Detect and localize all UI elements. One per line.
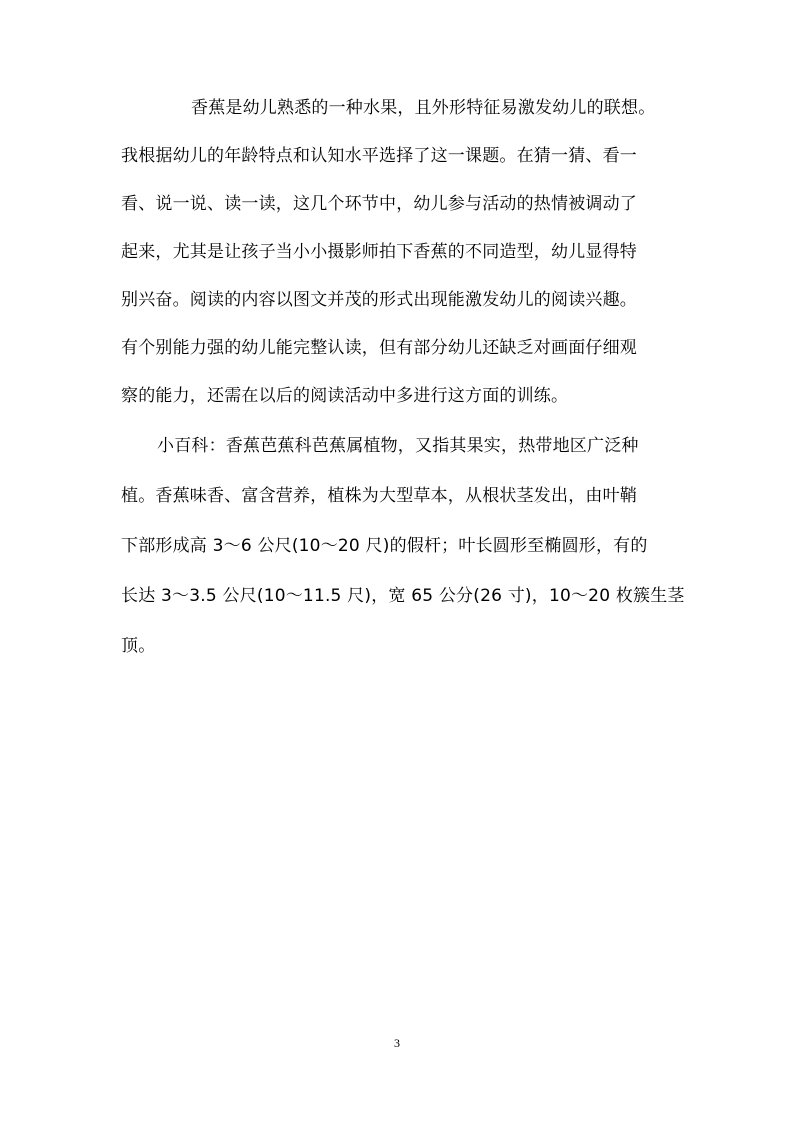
paragraph-1-line-6: 有个别能力强的幼儿能完整认读，但有部分幼儿还缺乏对画面仔细观 — [121, 338, 637, 358]
paragraph-2-line-3: 下部形成高 3～6 公尺(10～20 尺)的假杆；叶长圆形至椭圆形，有的 — [121, 536, 648, 556]
paragraph-2-line-2: 植。香蕉味香、富含营养，植株为大型草本，从根状茎发出，由叶鞘 — [121, 486, 637, 506]
paragraph-2-line-4: 长达 3～3.5 公尺(10～11.5 尺)，宽 65 公分(26 寸)，10～20 枚簇生茎 — [121, 586, 685, 606]
paragraph-1-line-4: 起来，尤其是让孩子当小小摄影师拍下香蕉的不同造型，幼儿显得特 — [121, 242, 637, 262]
paragraph-1-line-1: 香蕉是幼儿熟悉的一种水果，且外形特征易激发幼儿的联想。 — [191, 98, 656, 118]
page-number: 3 — [394, 1036, 400, 1050]
paragraph-1-line-5: 别兴奋。阅读的内容以图文并茂的形式出现能激发幼儿的阅读兴趣。 — [121, 290, 637, 310]
paragraph-1-line-2: 我根据幼儿的年龄特点和认知水平选择了这一课题。在猜一猜、看一 — [121, 146, 637, 166]
paragraph-2-line-1: 小百科：香蕉芭蕉科芭蕉属植物，又指其果实，热带地区广泛种 — [157, 436, 639, 456]
paragraph-1-line-7: 察的能力，还需在以后的阅读活动中多进行这方面的训练。 — [121, 386, 569, 406]
paragraph-2-line-5: 顶。 — [121, 636, 156, 656]
paragraph-1-line-3: 看、说一说、读一读，这几个环节中，幼儿参与活动的热情被调动了 — [121, 194, 637, 214]
